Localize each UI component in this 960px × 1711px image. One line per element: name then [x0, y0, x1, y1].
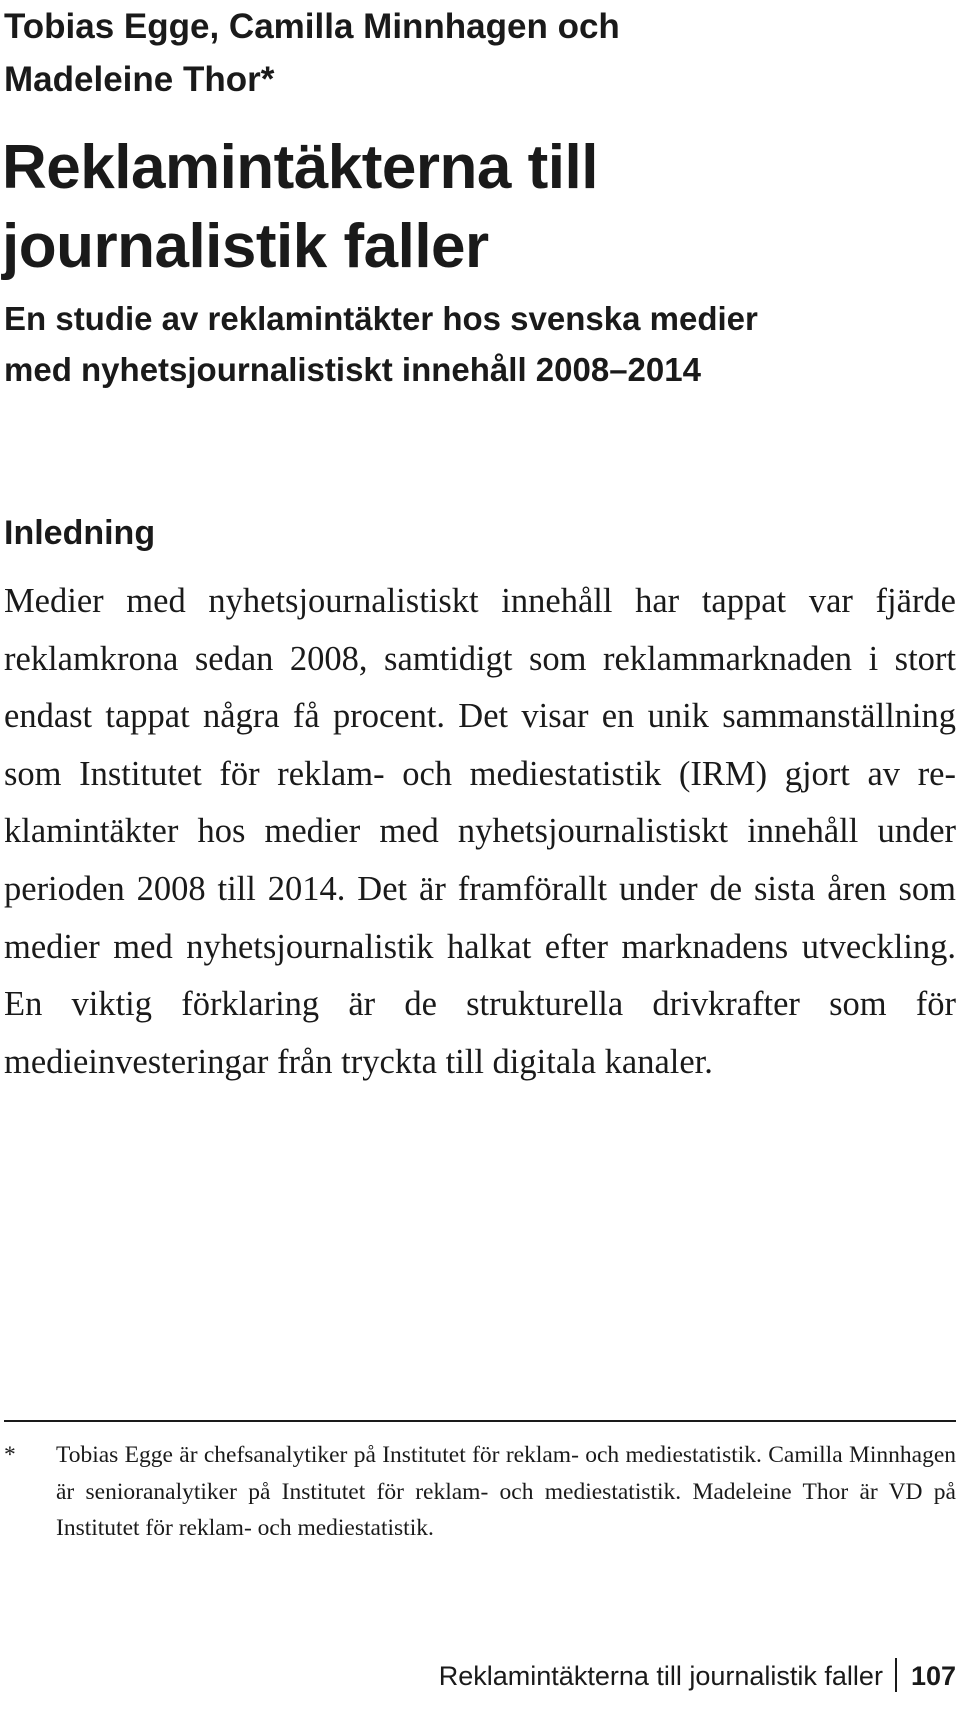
section-heading: Inledning	[4, 514, 156, 552]
footnote-marker: *	[4, 1442, 16, 1468]
author-list	[4, 0, 904, 106]
footnote-divider	[4, 1420, 956, 1422]
subtitle-line: En studie av reklamintäkter hos svenska medier	[4, 300, 758, 337]
running-footer	[439, 1656, 956, 1696]
author-line: Tobias Egge, Camilla Minnhagen och	[4, 7, 620, 46]
page-number: 107	[910, 1661, 956, 1691]
title-line: Reklamintäkterna till	[2, 133, 598, 202]
footnote-text: Tobias Egge är chefsanalytiker på Institutet för reklam- och mediestatistik. Camilla Minnhagen är senioranalytiker på Institutet för reklam- och mediestatistik. Madeleine Thor är VD på Institutet för reklam- och mediestatistik.	[56, 1442, 956, 1541]
body-paragraph: Medier med nyhetsjournalistiskt innehåll har tappat var fjärde reklamkrona sedan 2008, samtidigt som reklammarknaden i stort endast tappat några få procent. Det visar en unik sammanställning som Institutet för reklam- och mediestatistik (IRM) gjort av reklamintäkter hos medier med nyhetsjournalistiskt innehåll under perioden 2008 till 2014. Det är framförallt under de sista åren som medier med nyhetsjournalistik halkat efter marknadens utveckling. En viktig förklaring är de strukturella drivkrafter som för medieinvesteringar från tryckta till digitala kanaler.	[4, 582, 956, 1081]
subtitle-line: med nyhetsjournalistiskt innehåll 2008–2014	[4, 351, 701, 388]
running-title: Reklamintäkterna till journalistik faller	[438, 1661, 883, 1691]
author-line: Madeleine Thor*	[4, 60, 275, 99]
article-title	[2, 128, 902, 286]
article-subtitle	[4, 293, 924, 395]
footer-separator	[895, 1658, 897, 1692]
footnote	[4, 1437, 956, 1547]
title-line: journalistik faller	[2, 212, 489, 281]
